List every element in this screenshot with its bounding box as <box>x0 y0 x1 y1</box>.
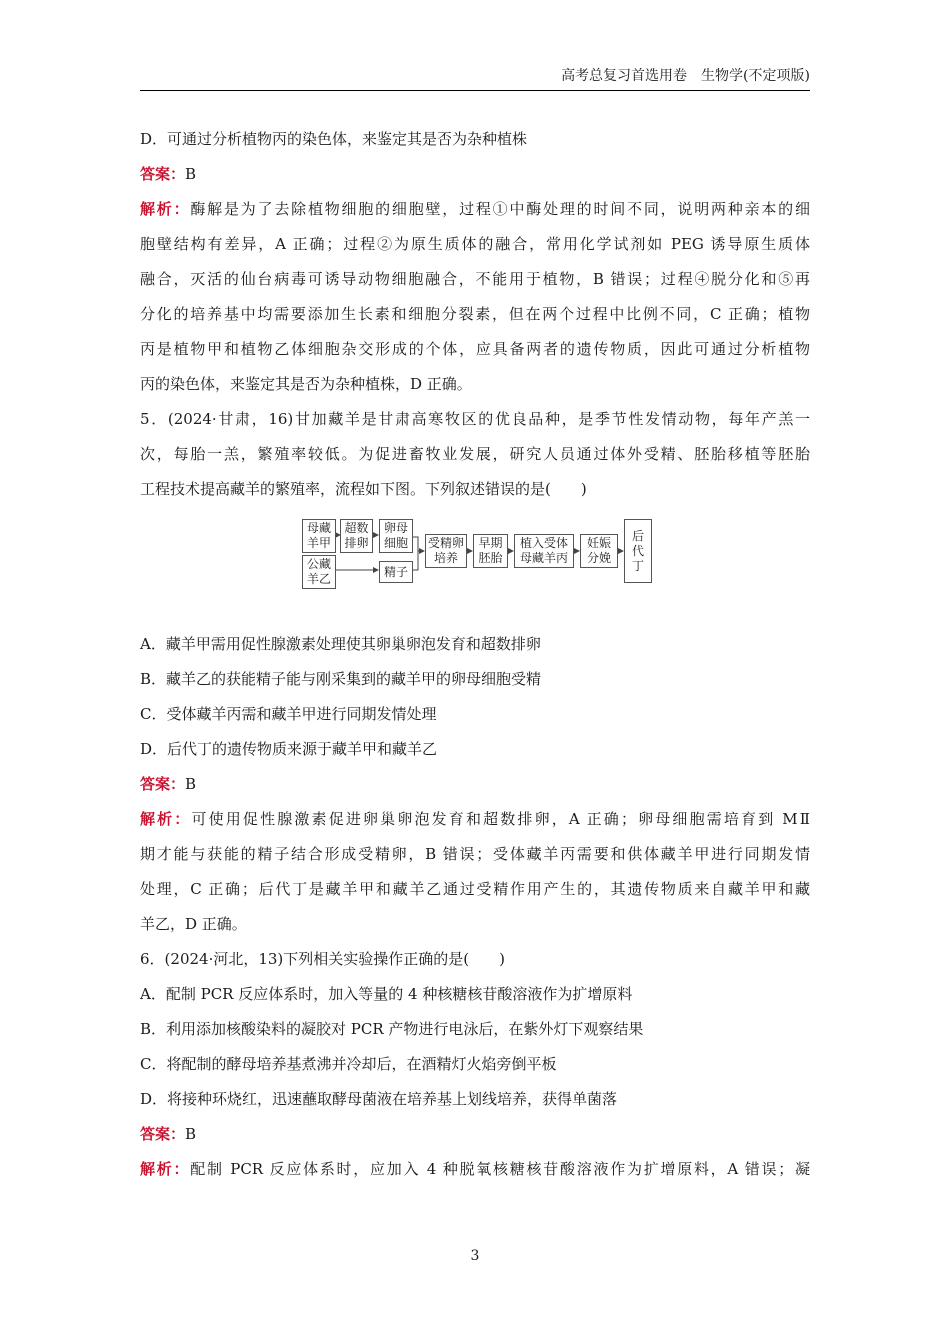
q5-stem-line: 5．(2024·甘肃，16)甘加藏羊是甘肃高寒牧区的优良品种，是季节性发情动物，每年产羔一 <box>140 410 810 428</box>
q6-option-b: B．利用添加核酸染料的凝胶对 PCR 产物进行电泳后，在紫外灯下观察结果 <box>140 1020 644 1038</box>
q4-analysis-line: 融合，灭活的仙台病毒可诱导动物细胞融合，不能用于植物，B 错误；过程④脱分化和⑤再 <box>140 270 810 288</box>
q5-analysis-line: 处理，C 正确；后代丁是藏羊甲和藏羊乙通过受精作用产生的，其遗传物质来自藏羊甲和藏 <box>140 880 810 898</box>
q4-analysis-line: 解析：酶解是为了去除植物细胞的细胞壁，过程①中酶处理的时间不同，说明两种亲本的细 <box>140 200 810 218</box>
box-offspring-ding: 后 代 丁 <box>624 519 652 583</box>
q4-analysis-line: 丙是植物甲和植物乙体细胞杂交形成的个体，应具备两者的遗传物质，因此可通过分析植物 <box>140 340 810 358</box>
q5-analysis-line: 解析：可使用促性腺激素促进卵巢卵泡发育和超数排卵，A 正确；卵母细胞需培育到 MⅡ <box>140 810 810 828</box>
box-male-sheep-yi: 公藏 羊乙 <box>302 555 336 589</box>
q5-stem-line: 次，每胎一羔，繁殖率较低。为促进畜牧业发展，研究人员通过体外受精、胚胎移植等胚胎 <box>140 445 810 463</box>
q4-analysis-line: 分化的培养基中均需要添加生长素和细胞分裂素，但在两个过程中比例不同，C 正确；植物 <box>140 305 810 323</box>
flow-diagram <box>140 507 810 627</box>
q5-option-a: A．藏羊甲需用促性腺激素处理使其卵巢卵泡发育和超数排卵 <box>140 635 541 653</box>
q6-stem: 6．(2024·河北，13)下列相关实验操作正确的是( ) <box>140 950 505 968</box>
box-zygote-culture: 受精卵 培养 <box>425 534 467 568</box>
q6-option-d: D．将接种环烧红，迅速蘸取酵母菌液在培养基上划线培养，获得单菌落 <box>140 1090 618 1108</box>
q6-answer: 答案：B <box>140 1125 197 1143</box>
box-oocyte: 卵母 细胞 <box>379 519 413 553</box>
q5-option-b: B．藏羊乙的获能精子能与刚采集到的藏羊甲的卵母细胞受精 <box>140 670 542 688</box>
box-pregnancy-birth: 妊娠 分娩 <box>580 534 618 568</box>
box-early-embryo: 早期 胚胎 <box>473 534 508 568</box>
box-sperm: 精子 <box>379 561 413 583</box>
q5-analysis-line: 期才能与获能的精子结合形成受精卵，B 错误；受体藏羊丙需要和供体藏羊甲进行同期发情 <box>140 845 810 863</box>
box-mother-sheep-jia: 母藏 羊甲 <box>302 519 336 553</box>
box-transfer-recipient: 植入受体 母藏羊丙 <box>514 534 574 568</box>
arrow-sperm-culture <box>413 551 418 570</box>
q5-option-c: C．受体藏羊丙需和藏羊甲进行同期发情处理 <box>140 705 437 723</box>
q4-answer: 答案：B <box>140 165 197 183</box>
q5-answer: 答案：B <box>140 775 197 793</box>
page-number: 3 <box>470 1248 480 1264</box>
q6-option-c: C．将配制的酵母培养基煮沸并冷却后，在酒精灯火焰旁倒平板 <box>140 1055 557 1073</box>
q4-analysis-line: 丙的染色体，来鉴定其是否为杂种植株，D 正确。 <box>140 375 472 393</box>
q4-option-d: D．可通过分析植物丙的染色体，来鉴定其是否为杂种植株 <box>140 130 528 148</box>
q5-analysis-line: 羊乙，D 正确。 <box>140 915 247 933</box>
q6-option-a: A．配制 PCR 反应体系时，加入等量的 4 种核糖核苷酸溶液作为扩增原料 <box>140 985 633 1003</box>
page-content <box>140 122 810 1187</box>
q6-analysis-line: 解析：配制 PCR 反应体系时，应加入 4 种脱氧核糖核苷酸溶液作为扩增原料，A 错误；凝 <box>140 1160 810 1178</box>
q5-option-d: D．后代丁的遗传物质来源于藏羊甲和藏羊乙 <box>140 740 438 758</box>
box-superovulation: 超数 排卵 <box>340 519 373 553</box>
q4-analysis-line: 胞壁结构有差异，A 正确；过程②为原生质体的融合，常用化学试剂如 PEG 诱导原生质体 <box>140 235 810 253</box>
arrow-oocyte-culture <box>413 537 424 551</box>
page-header <box>140 66 810 91</box>
header-title: 高考总复习首选用卷 生物学(不定项版) <box>561 68 810 84</box>
q5-stem-line: 工程技术提高藏羊的繁殖率，流程如下图。下列叙述错误的是( ) <box>140 480 587 498</box>
